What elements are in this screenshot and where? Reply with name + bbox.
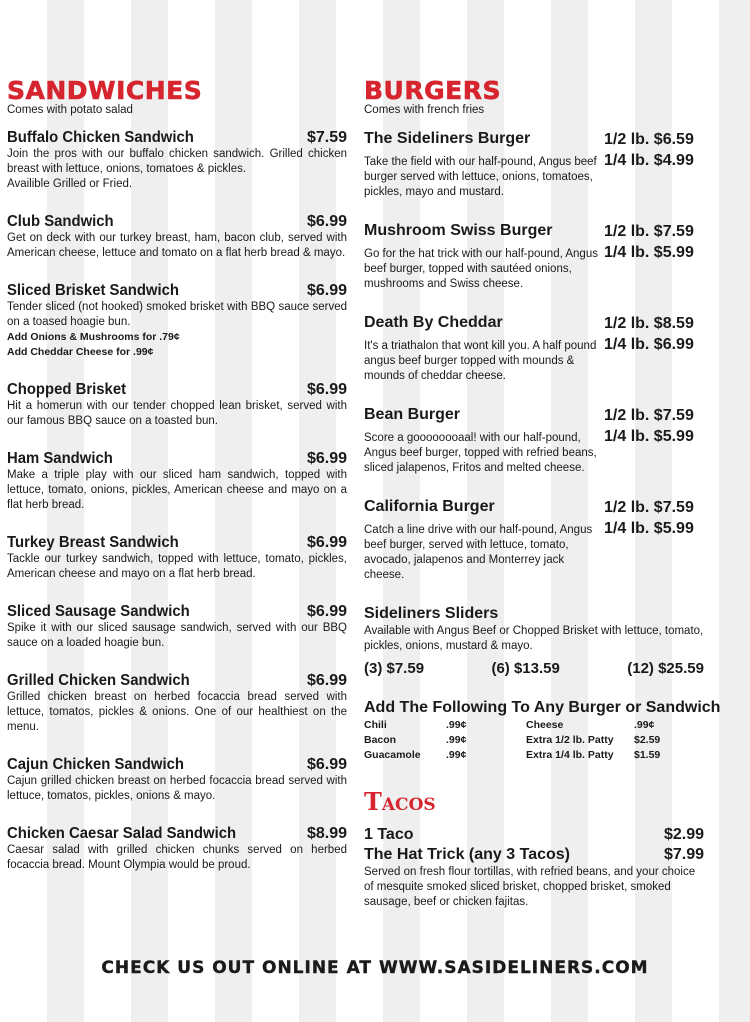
sandwiches-title: SANDWICHES (7, 76, 203, 105)
item-name: Death By Cheddar (364, 314, 503, 331)
addon-price: $1.59 (634, 749, 661, 761)
item-description: Make a triple play with our sliced ham sandwich, topped with lettuce, tomato, onions, pickles, American cheese and mayo on a flat herb bread. (7, 469, 347, 511)
price-quarter-pound: 1/4 lb. $4.99 (604, 152, 694, 169)
item-description: Take the field with our half-pound, Angus beef burger served with lettuce, onions, tomatoes, pickles, mayo and mustard. (364, 156, 597, 198)
sandwiches-subtitle: Comes with potato salad (7, 104, 133, 116)
item-description: Score a goooooooaal! with our half-pound, Angus beef burger, topped with refried beans, sliced jalapenos, Fritos and melted cheese. (364, 432, 597, 474)
addon-name: Extra 1/2 lb. Patty (526, 734, 614, 746)
addon-price: $2.59 (634, 734, 661, 746)
tacos-title: Tacos (364, 787, 436, 816)
item-name: Club Sandwich (7, 213, 114, 230)
menu-item (7, 756, 347, 804)
price-quarter-pound: 1/4 lb. $5.99 (604, 520, 694, 537)
item-price: $2.99 (663, 826, 704, 843)
burger-item (364, 405, 704, 476)
item-name: Sliced Brisket Sandwich (7, 282, 180, 299)
addon-name: Chili (364, 719, 387, 731)
item-description: Tender sliced (not hooked) smoked brisket with BBQ sauce served on a toased hoagie bun. (7, 301, 347, 328)
addon-price: .99¢ (446, 734, 467, 746)
item-name: 1 Taco (364, 826, 414, 843)
item-description: Cajun grilled chicken breast on herbed focaccia bread served with lettuce, tomatos, pickles, onions & mayo. (7, 775, 347, 802)
item-name: Mushroom Swiss Burger (364, 222, 553, 239)
price-quarter-pound: 1/4 lb. $5.99 (604, 428, 694, 445)
item-description: It's a triathalon that wont kill you. A half pound angus beef burger topped with mounds & mounds of cheddar cheese. (364, 340, 597, 382)
addon-price: .99¢ (634, 719, 655, 731)
addons-title: Add The Following To Any Burger or Sandwich (364, 699, 721, 716)
website-footer: CHECK US OUT ONLINE AT WWW.SASIDELINERS.COM (101, 958, 649, 978)
item-price: $6.99 (306, 282, 347, 299)
price-half-pound: 1/2 lb. $6.59 (604, 131, 694, 148)
menu-item (7, 534, 347, 582)
menu-item (7, 672, 347, 735)
menu-item (7, 825, 347, 873)
item-price: $6.99 (306, 756, 347, 773)
item-description: Spike it with our sliced sausage sandwich, served with our BBQ sauce on a loaded hoagie bun. (7, 622, 347, 649)
item-price: $6.99 (306, 603, 347, 620)
item-name: Chicken Caesar Salad Sandwich (7, 825, 237, 842)
item-price: $6.99 (306, 534, 347, 551)
item-description: Join the pros with our buffalo chicken sandwich. Grilled chicken breast with lettuce, onions, tomatoes & pickles. (7, 148, 347, 175)
item-name: Buffalo Chicken Sandwich (7, 129, 194, 146)
price-half-pound: 1/2 lb. $7.59 (604, 223, 694, 240)
item-price: $6.99 (306, 672, 347, 689)
item-description: Caesar salad with grilled chicken chunks served on herbed focaccia bread. Mount Olympia would be proud. (7, 844, 347, 871)
sliders-description: Available with Angus Beef or Chopped Brisket with lettuce, tomato, pickles, onions, mustard & mayo. (364, 625, 704, 652)
item-name: Bean Burger (364, 406, 461, 423)
burger-item (364, 313, 704, 384)
sliders-item (364, 604, 704, 677)
item-note: Availible Grilled or Fried. (7, 178, 133, 190)
item-price: $6.99 (306, 450, 347, 467)
price-half-pound: 1/2 lb. $7.59 (604, 407, 694, 424)
item-name: Sliced Sausage Sandwich (7, 603, 190, 620)
item-price: $7.99 (663, 846, 704, 863)
sliders-option-3: (3) $7.59 (364, 660, 425, 677)
item-addon: Add Cheddar Cheese for .99¢ (7, 346, 154, 358)
menu-item (7, 603, 347, 651)
menu-item (7, 381, 347, 429)
sliders-prices (364, 660, 704, 677)
item-name: Ham Sandwich (7, 450, 113, 467)
tacos-description: Served on fresh flour tortillas, with refried beans, and your choice of mesquite smoked sliced brisket, chopped brisket, smoked sausage, beef or chicken fajitas. (364, 866, 696, 908)
price-quarter-pound: 1/4 lb. $6.99 (604, 336, 694, 353)
item-description: Tackle our turkey sandwich, topped with lettuce, tomato, pickles, American cheese and mayo on a flat herb bread. (7, 553, 347, 580)
item-price: $6.99 (306, 213, 347, 230)
item-price: $6.99 (306, 381, 347, 398)
addon-price: .99¢ (446, 749, 467, 761)
item-description: Go for the hat trick with our half-pound, Angus beef burger, topped with sautéed onions, mushrooms and Swiss cheese. (364, 248, 598, 290)
burger-item (364, 129, 704, 200)
addons-block (364, 698, 721, 763)
item-name: Cajun Chicken Sandwich (7, 756, 184, 773)
item-name: The Sideliners Burger (364, 130, 531, 147)
menu-item (7, 129, 347, 192)
sliders-name: Sideliners Sliders (364, 605, 499, 622)
burgers-title: BURGERS (364, 76, 501, 105)
menu-item (7, 450, 347, 513)
item-name: The Hat Trick (any 3 Tacos) (364, 846, 570, 863)
item-name: California Burger (364, 498, 495, 515)
menu-item (7, 213, 347, 261)
burger-item (364, 497, 704, 583)
tacos-section (364, 789, 704, 910)
item-description: Grilled chicken breast on herbed focaccia bread served with lettuce, tomatos, pickles & onions. One of our healthiest on the menu. (7, 691, 347, 733)
addon-name: Cheese (526, 719, 564, 731)
price-half-pound: 1/2 lb. $8.59 (604, 315, 694, 332)
burgers-section (364, 76, 721, 910)
addon-name: Bacon (364, 734, 397, 746)
burgers-subtitle: Comes with french fries (364, 104, 485, 116)
addon-name: Extra 1/4 lb. Patty (526, 749, 614, 761)
item-description: Hit a homerun with our tender chopped lean brisket, served with our famous BBQ sauce on a toasted bun. (7, 400, 347, 427)
item-price: $8.99 (306, 825, 347, 842)
item-price: $7.59 (306, 129, 347, 146)
item-name: Turkey Breast Sandwich (7, 534, 179, 551)
item-name: Grilled Chicken Sandwich (7, 672, 190, 689)
burger-item (364, 221, 704, 292)
item-description: Catch a line drive with our half-pound, Angus beef burger, served with lettuce, tomato, avocado, jalapenos and Monterrey jack cheese. (364, 524, 593, 581)
price-quarter-pound: 1/4 lb. $5.99 (604, 244, 694, 261)
sandwiches-section (7, 78, 347, 894)
sliders-option-12: (12) $25.59 (627, 660, 704, 677)
sliders-option-6: (6) $13.59 (491, 660, 560, 677)
addon-name: Guacamole (364, 749, 421, 761)
addons-grid (364, 718, 704, 763)
menu-item (7, 282, 347, 360)
item-name: Chopped Brisket (7, 381, 127, 398)
addon-price: .99¢ (446, 719, 467, 731)
item-addon: Add Onions & Mushrooms for .79¢ (7, 331, 180, 343)
price-half-pound: 1/2 lb. $7.59 (604, 499, 694, 516)
item-description: Get on deck with our turkey breast, ham, bacon club, served with American cheese, lettuce and tomato on a flat herb bread & mayo. (7, 232, 347, 259)
